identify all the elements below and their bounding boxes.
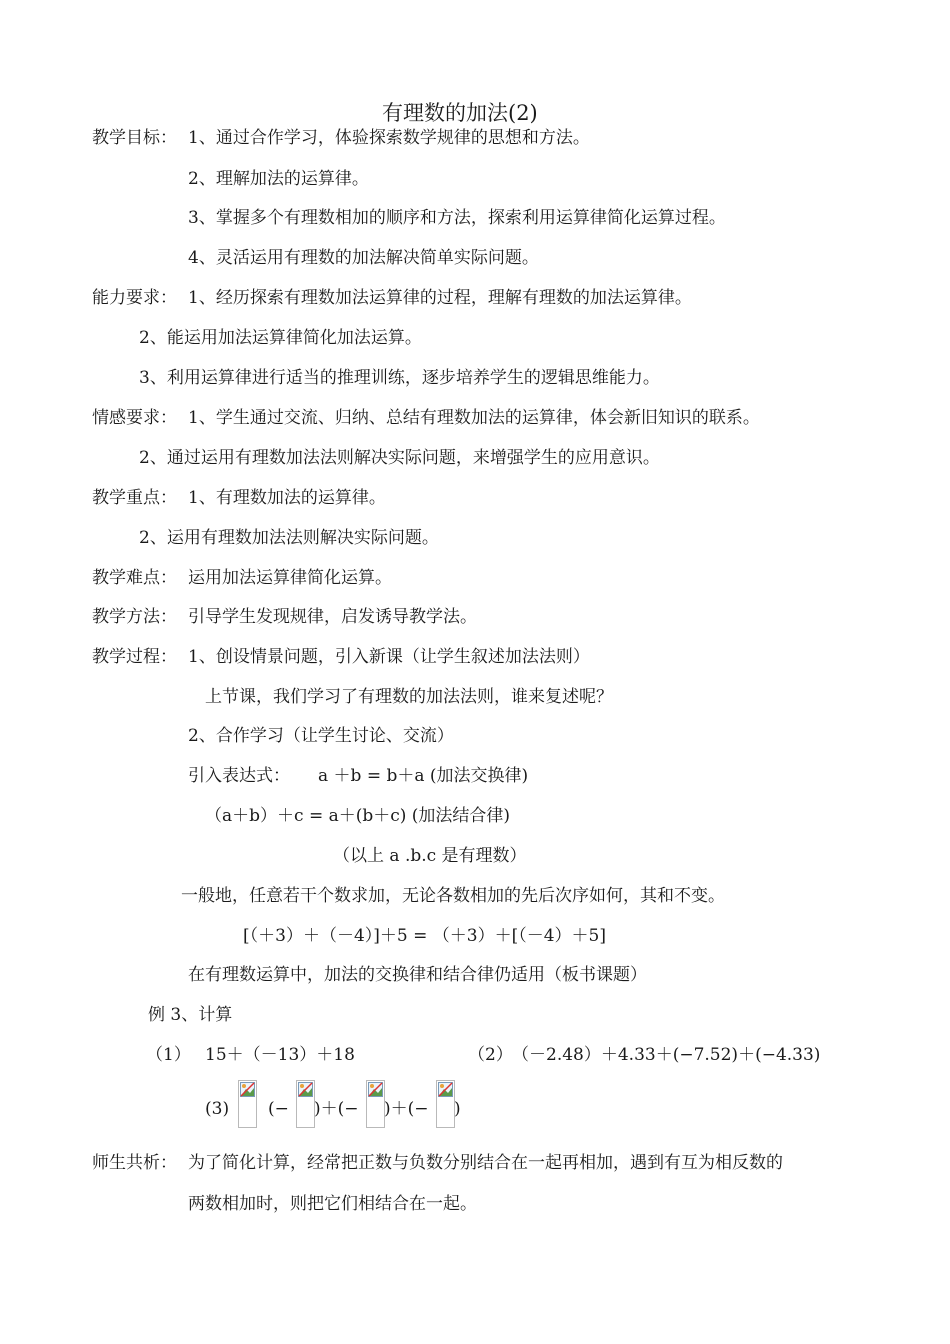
emotion-item: 2、通过运用有理数加法法则解决实际问题，来增强学生的应用意识。	[139, 448, 660, 468]
q3-part: )＋(−	[314, 1099, 359, 1119]
board-note: 在有理数运算中，加法的交换律和结合律仍适用（板书课题）	[188, 965, 647, 985]
process-step2: 2、合作学习（让学生讨论、交流）	[188, 726, 454, 746]
example-equation: [（＋3）＋（－4）]＋5 = （＋3）＋[（－4）＋5]	[243, 926, 606, 946]
key-point-item: 1、有理数加法的运算律。	[188, 488, 386, 508]
q3-part: )	[454, 1099, 461, 1119]
example3-label: 例 3、计算	[148, 1005, 233, 1025]
difficulty-text: 运用加法运算律简化运算。	[188, 568, 392, 588]
q1-number: （1）	[146, 1045, 191, 1065]
method-text: 引导学生发现规律，启发诱导教学法。	[188, 607, 477, 627]
general-statement: 一般地，任意若干个数求加，无论各数相加的先后次序如何，其和不变。	[181, 886, 725, 906]
objectives-label: 教学目标：	[92, 128, 177, 148]
analysis-line1: 为了简化计算，经常把正数与负数分别结合在一起再相加，遇到有互为相反数的	[188, 1153, 783, 1173]
key-points-label: 教学重点：	[92, 488, 177, 508]
ability-label: 能力要求：	[92, 288, 177, 308]
process-review: 上节课，我们学习了有理数的加法法则，谁来复述呢？	[205, 687, 613, 707]
q3-number: (3)	[205, 1099, 230, 1119]
q1-expression: 15＋（－13）＋18	[205, 1045, 355, 1065]
analysis-line2: 两数相加时，则把它们相结合在一起。	[188, 1194, 477, 1214]
fraction-image-placeholder	[296, 1080, 315, 1128]
emotion-item: 1、学生通过交流、归纳、总结有理数加法的运算律，体会新旧知识的联系。	[188, 408, 760, 428]
commutative-law: a ＋b = b＋a (加法交换律)	[318, 766, 529, 786]
variables-note: （以上 a .b.c 是有理数）	[333, 846, 527, 866]
broken-image-icon	[368, 1082, 383, 1097]
page-title: 有理数的加法(2)	[382, 101, 538, 125]
objective-item: 3、掌握多个有理数相加的顺序和方法，探索利用运算律简化运算过程。	[188, 208, 726, 228]
method-label: 教学方法：	[92, 607, 177, 627]
process-step1: 1、创设情景问题，引入新课（让学生叙述加法法则）	[188, 647, 590, 667]
emotion-label: 情感要求：	[92, 408, 177, 428]
q2-number: （2）	[468, 1045, 513, 1065]
broken-image-icon	[240, 1082, 255, 1097]
q3-part: )＋(−	[384, 1099, 429, 1119]
broken-image-icon	[298, 1082, 313, 1097]
q3-part: (−	[268, 1099, 289, 1119]
ability-item: 1、经历探索有理数加法运算律的过程，理解有理数的加法运算律。	[188, 288, 692, 308]
difficulty-label: 教学难点：	[92, 568, 177, 588]
broken-image-icon	[438, 1082, 453, 1097]
fraction-image-placeholder	[238, 1080, 257, 1128]
q2-expression: （－2.48）＋4.33＋(−7.52)＋(−4.33)	[512, 1045, 821, 1065]
key-point-item: 2、运用有理数加法法则解决实际问题。	[139, 528, 439, 548]
fraction-image-placeholder	[366, 1080, 385, 1128]
associative-law: （a＋b）＋c = a＋(b＋c) (加法结合律)	[205, 806, 511, 826]
fraction-image-placeholder	[436, 1080, 455, 1128]
objective-item: 1、通过合作学习，体验探索数学规律的思想和方法。	[188, 128, 590, 148]
ability-item: 3、利用运算律进行适当的推理训练，逐步培养学生的逻辑思维能力。	[139, 368, 660, 388]
process-label: 教学过程：	[92, 647, 177, 667]
objective-item: 4、灵活运用有理数的加法解决简单实际问题。	[188, 248, 539, 268]
objective-item: 2、理解加法的运算律。	[188, 169, 369, 189]
intro-label: 引入表达式：	[188, 766, 290, 786]
analysis-label: 师生共析：	[92, 1153, 177, 1173]
ability-item: 2、能运用加法运算律简化加法运算。	[139, 328, 422, 348]
